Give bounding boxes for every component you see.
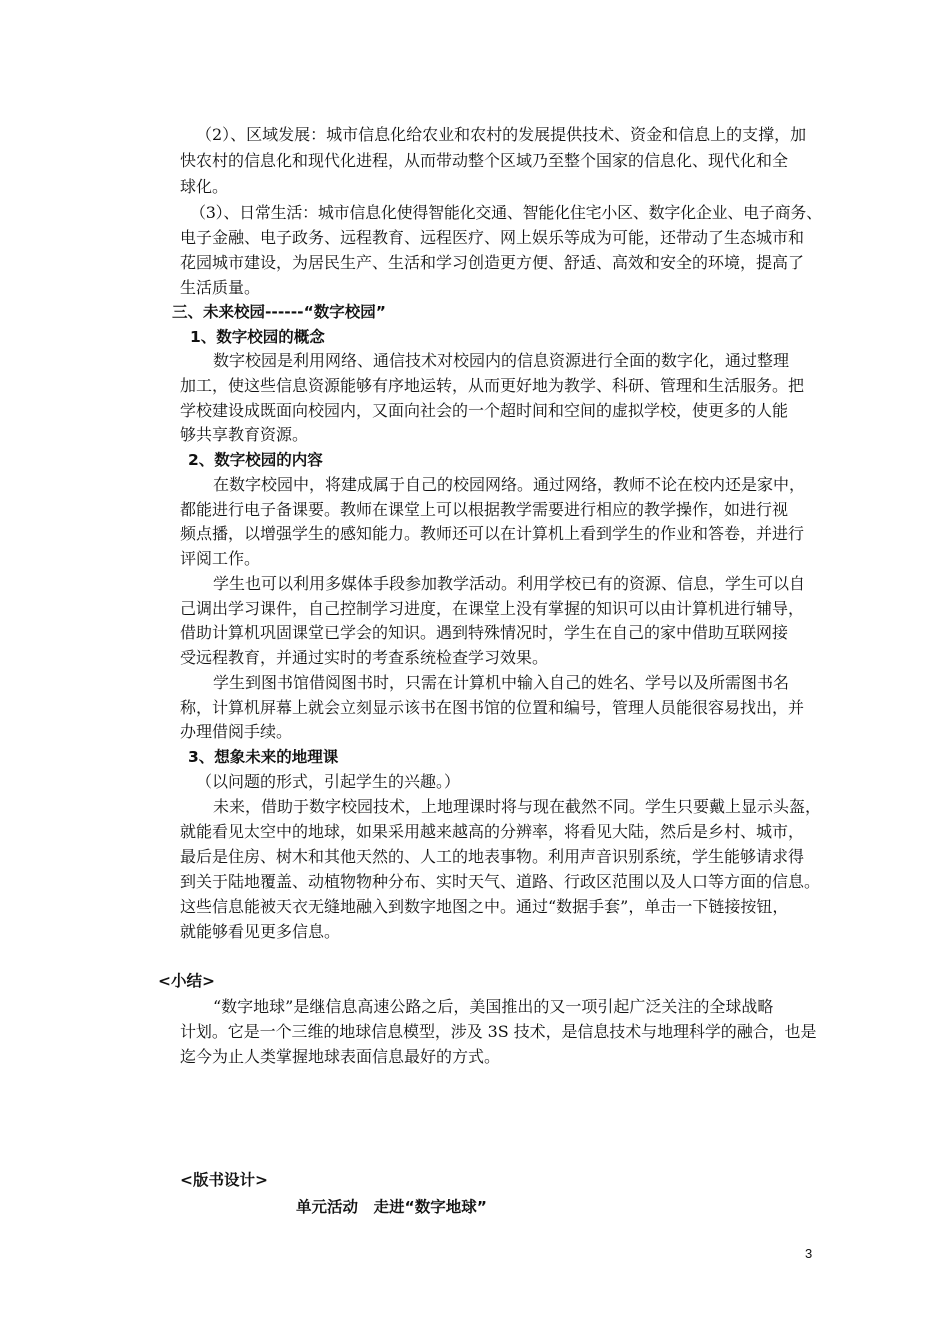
paragraph-line: 计划。它是一个三维的地球信息模型，涉及 3S 技术，是信息技术与地理科学的融合，也是 [180,1022,817,1041]
paragraph-line: 己调出学习课件，自己控制学习进度，在课堂上没有掌握的知识可以由计算机进行辅导， [180,599,805,618]
paragraph-line: 受远程教育，并通过实时的考查系统检查学习效果。 [180,648,549,667]
subsection-heading: 1、数字校园的概念 [190,328,325,346]
paragraph-line: 电子金融、电子政务、远程教育、远程医疗、网上娱乐等成为可能，还带动了生态城市和 [180,228,805,247]
paragraph-line: 迄今为止人类掌握地球表面信息最好的方式。 [180,1047,501,1066]
paragraph-line: 频点播，以增强学生的感知能力。教师还可以在计算机上看到学生的作业和答卷，并进行 [180,524,805,543]
paragraph-line: 生活质量。 [180,278,261,297]
paragraph-line: 就能看见太空中的地球，如果采用越来越高的分辨率，将看见大陆，然后是乡村、城市， [180,822,805,841]
subsection-heading: 3、想象未来的地理课 [188,748,339,766]
paragraph-line: （2）、区域发展：城市信息化给农业和农村的发展提供技术、资金和信息上的支撑，加 [196,125,807,144]
paragraph-line: 在数字校园中，将建成属于自己的校园网络。通过网络，教师不论在校内还是家中， [213,475,806,494]
paragraph-line: 花园城市建设，为居民生产、生活和学习创造更方便、舒适、高效和安全的环境，提高了 [180,253,805,272]
paragraph-line: 加工，使这些信息资源能够有序地运转，从而更好地为教学、科研、管理和生活服务。把 [180,376,805,395]
section-heading: 三、未来校园------“数字校园” [172,303,386,321]
paragraph-line: 最后是住房、树木和其他天然的、人工的地表事物。利用声音识别系统，学生能够请求得 [180,847,805,866]
paragraph-line: 借助计算机巩固课堂已学会的知识。遇到特殊情况时，学生在自己的家中借助互联网接 [180,623,789,642]
board-design-heading: <版书设计> [180,1171,268,1189]
paragraph-line: 学校建设成既面向校园内，又面向社会的一个超时间和空间的虚拟学校，使更多的人能 [180,401,789,420]
board-title: 单元活动 走进“数字地球” [296,1198,487,1216]
paragraph-line: 都能进行电子备课要。教师在课堂上可以根据教学需要进行相应的教学操作，如进行视 [180,500,789,519]
paragraph-line: 评阅工作。 [180,549,261,568]
paragraph-line: 这些信息能被天衣无缝地融入到数字地图之中。通过“数据手套”，单击一下链接按钮， [180,897,789,916]
paragraph-line: 球化。 [180,177,229,196]
paragraph-line: 数字校园是利用网络、通信技术对校园内的信息资源进行全面的数字化，通过整理 [213,351,790,370]
paragraph-line: 称，计算机屏幕上就会立刻显示该书在图书馆的位置和编号，管理人员能很容易找出，并 [180,698,805,717]
paragraph-line: （3）、日常生活：城市信息化使得智能化交通、智能化住宅小区、数字化企业、电子商务、 [190,203,822,222]
subsection-heading: 2、数字校园的内容 [188,451,323,469]
paragraph-line: 够共享教育资源。 [180,425,309,444]
paragraph-line: 学生到图书馆借阅图书时，只需在计算机中输入自己的姓名、学号以及所需图书名 [213,673,790,692]
paragraph-line: 办理借阅手续。 [180,722,293,741]
paragraph-line: （以问题的形式，引起学生的兴趣。） [196,772,461,791]
paragraph-line: 学生也可以利用多媒体手段参加教学活动。利用学校已有的资源、信息，学生可以自 [213,574,806,593]
paragraph-line: 未来，借助于数字校园技术，上地理课时将与现在截然不同。学生只要戴上显示头盔， [213,797,822,816]
paragraph-line: 就能够看见更多信息。 [180,922,341,941]
page-number: 3 [805,1246,813,1261]
paragraph-line: 到关于陆地覆盖、动植物物种分布、实时天气、道路、行政区范围以及人口等方面的信息。 [180,872,821,891]
paragraph-line: 快农村的信息化和现代化进程，从而带动整个区域乃至整个国家的信息化、现代化和全 [180,151,789,170]
summary-heading: <小结> [158,972,215,990]
paragraph-line: “数字地球”是继信息高速公路之后，美国推出的又一项引起广泛关注的全球战略 [213,997,774,1016]
